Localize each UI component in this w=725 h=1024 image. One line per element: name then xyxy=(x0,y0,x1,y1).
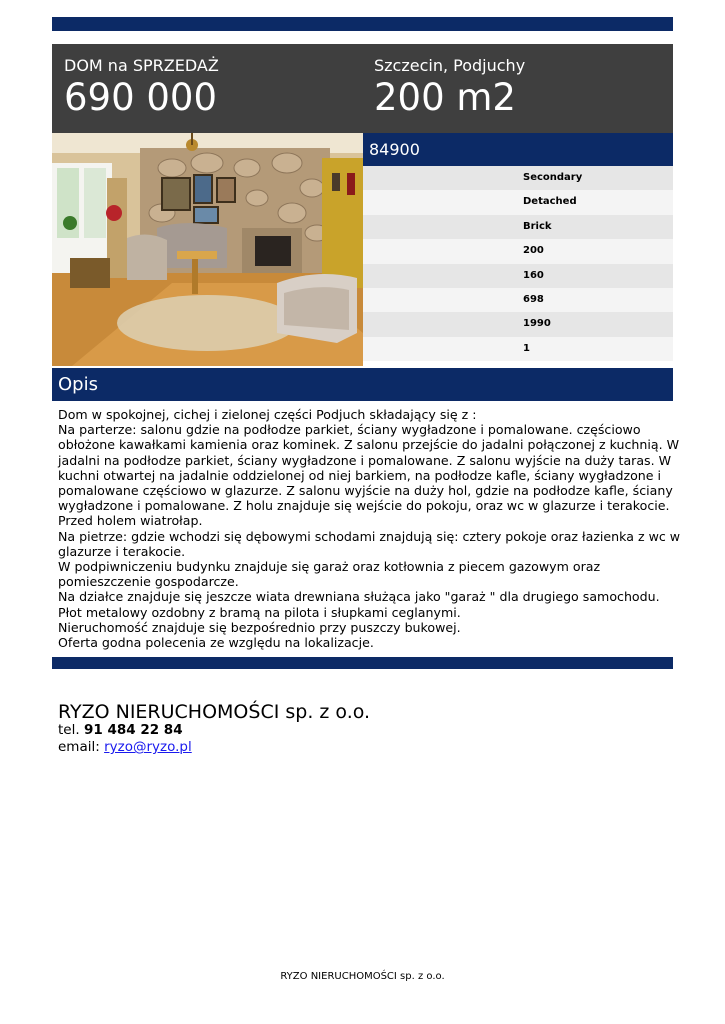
phone-label: tel. xyxy=(58,722,80,738)
spec-value: 1990 xyxy=(523,318,551,330)
description-line: pomieszczenie gospodarcze. xyxy=(58,574,239,590)
spec-value: 1 xyxy=(523,342,530,354)
description-line: pomalowane częściowo w glazurze. Z salonu wyjście na duży hol, gdzie na podłodze kafle, ściany xyxy=(58,483,673,499)
spec-row xyxy=(363,215,673,239)
spec-value: Secondary xyxy=(523,172,583,183)
spec-row xyxy=(363,190,673,214)
spec-value: Detached xyxy=(523,196,577,208)
phone-line xyxy=(58,722,183,739)
header-left xyxy=(64,56,219,120)
email-line xyxy=(58,739,192,756)
bottom-accent-bar xyxy=(52,657,673,669)
spec-value: 160 xyxy=(523,269,544,281)
listing-id-bar xyxy=(363,133,673,166)
top-accent-bar xyxy=(52,17,673,31)
spec-row xyxy=(363,337,673,361)
description-line: Na działce znajduje się jeszcze wiata drewniana służąca jako "garaż " dla drugiego samochodu. xyxy=(58,589,660,605)
email-link[interactable]: ryzo@ryzo.pl xyxy=(104,739,192,755)
description-line: obłożone kawałkami kamienia oraz kominek. Z salonu przejście do jadalni połączonej z kuchnią. W xyxy=(58,437,680,453)
description-line: glazurze i terakocie. xyxy=(58,543,186,559)
listing-id: 84900 xyxy=(369,140,420,159)
description-line: kuchni otwartej na jadalnie oddzielonej od niej barkiem, na podłodze kafle, ściany wygładzone i xyxy=(58,467,662,483)
area: 200 m2 xyxy=(374,76,516,119)
description-line: wygładzone i pomalowane. Z holu znajduje się wejście do pokoju, oraz wc w glazurze i terakocie. xyxy=(58,498,670,514)
agency-name: RYZO NIERUCHOMOŚCI sp. z o.o. xyxy=(58,701,371,723)
description-line: Płot metalowy ozdobny z bramą na pilota i słupkami ceglanymi. xyxy=(58,604,461,620)
property-photo xyxy=(52,133,363,366)
phone-number: 91 484 22 84 xyxy=(83,722,183,738)
header-right xyxy=(374,56,525,120)
description-line: jadalni na podłodze parkiet, ściany wygładzone i pomalowane. Z salonu wyjście na duży taras. W xyxy=(58,452,672,468)
description-heading-bar xyxy=(52,368,673,401)
description-line: Przed holem wiatrołap. xyxy=(58,513,203,529)
description-heading: Opis xyxy=(58,374,98,395)
spec-row xyxy=(363,264,673,288)
page-footer: RYZO NIERUCHOMOŚCI sp. z o.o. xyxy=(280,971,445,982)
price: 690 000 xyxy=(64,76,218,119)
description-line: W podpiwniczeniu budynku znajduje się garaż oraz kotłownia z piecem gazowym oraz xyxy=(58,559,601,575)
property-type: DOM na SPRZEDAŻ xyxy=(64,56,219,75)
description-line: Dom w spokojnej, cichej i zielonej części Podjuch składający się z : xyxy=(58,407,477,422)
spec-row xyxy=(363,288,673,312)
listing-header xyxy=(52,44,673,133)
specs-table xyxy=(363,166,673,361)
description-line: Na parterze: salonu gdzie na podłodze parkiet, ściany wygładzone i pomalowane. częściowo xyxy=(58,422,641,438)
spec-value: Brick xyxy=(523,220,552,232)
spec-row xyxy=(363,312,673,336)
description-line: Oferta godna polecenia ze względu na lokalizacje. xyxy=(58,635,374,651)
description-text xyxy=(58,407,681,651)
spec-row xyxy=(363,166,673,190)
spec-value: 698 xyxy=(523,293,544,305)
description-line: Nieruchomość znajduje się bezpośrednio przy puszczy bukowej. xyxy=(58,619,461,635)
location: Szczecin, Podjuchy xyxy=(374,56,526,75)
spec-row xyxy=(363,239,673,263)
email-label: email: xyxy=(58,739,100,755)
description-line: Na pietrze: gdzie wchodzi się dębowymi schodami znajdują się: cztery pokoje oraz łazienka z wc w xyxy=(58,528,681,544)
spec-value: 200 xyxy=(523,245,544,257)
